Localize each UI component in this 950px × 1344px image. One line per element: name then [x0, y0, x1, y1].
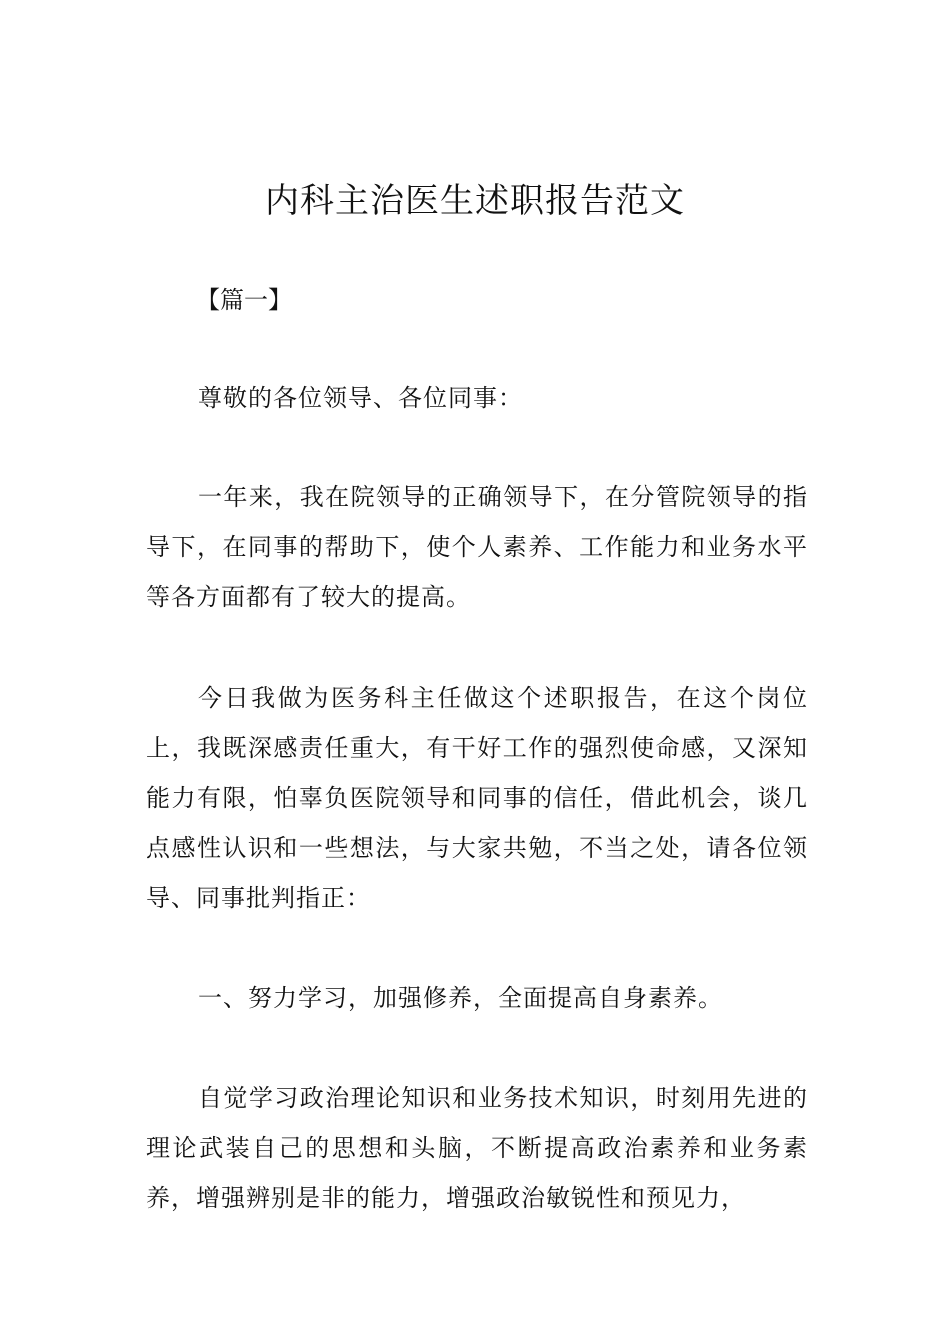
section-heading-1: 一、努力学习，加强修养，全面提高自身素养。: [198, 984, 723, 1012]
body-paragraph-1: 一年来，我在院领导的正确领导下，在分管院领导的指导下，在同事的帮助下，使个人素养、工作能力和业务水平等各方面都有了较大的提高。: [146, 483, 808, 611]
document-title: 内科主治医生述职报告范文: [265, 181, 685, 221]
section-label: 【篇一】: [196, 286, 292, 314]
body-paragraph-2: 今日我做为医务科主任做这个述职报告，在这个岗位上，我既深感责任重大，有干好工作的强烈使命感，又深知能力有限，怕辜负医院领导和同事的信任，借此机会，谈几点感性认识和一些想法，与大家共勉，不当之处，请各位领导、同事批判指正：: [146, 684, 808, 912]
salutation-paragraph: 尊敬的各位领导、各位同事：: [198, 384, 523, 412]
body-paragraph-3: 自觉学习政治理论知识和业务技术知识，时刻用先进的理论武装自己的思想和头脑，不断提高政治素养和业务素养，增强辨别是非的能力，增强政治敏锐性和预见力，: [146, 1084, 808, 1212]
